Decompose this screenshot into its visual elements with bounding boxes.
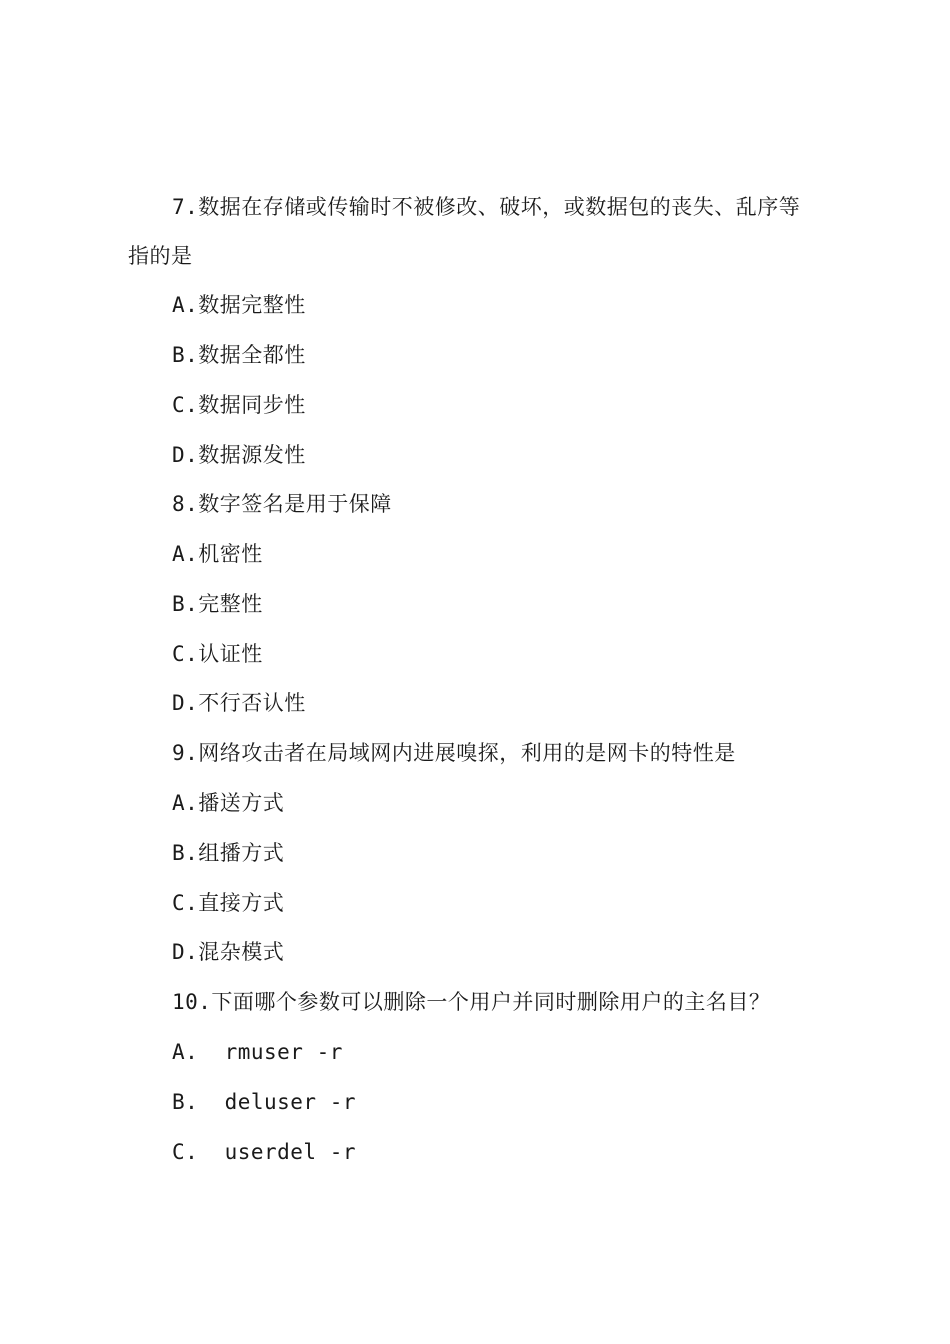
question-7-option-b: B.数据全都性 [172,343,306,367]
question-8-option-d: D.不行否认性 [172,691,306,715]
question-9-option-c: C.直接方式 [172,891,285,915]
question-8-option-b: B.完整性 [172,592,263,616]
question-7-option-c: C.数据同步性 [172,393,306,417]
question-8-stem: 8.数字签名是用于保障 [172,492,392,516]
question-10-option-a: A. rmuser -r [172,1040,343,1064]
question-8-option-c: C.认证性 [172,642,263,666]
question-9-option-d: D.混杂模式 [172,940,285,964]
question-7-option-d: D.数据源发性 [172,443,306,467]
question-7-stem-continued: 指的是 [128,244,193,268]
question-9-option-a: A.播送方式 [172,791,285,815]
question-8-option-a: A.机密性 [172,542,263,566]
question-10-option-c: C. userdel -r [172,1140,357,1164]
question-9-option-b: B.组播方式 [172,841,285,865]
question-10-stem: 10.下面哪个参数可以删除一个用户并同时删除用户的主名目？ [172,990,771,1014]
question-9-stem: 9.网络攻击者在局域网内进展嗅探，利用的是网卡的特性是 [172,741,736,765]
question-7-stem: 7.数据在存储或传输时不被修改、破坏，或数据包的丧失、乱序等 [172,195,801,219]
question-7-option-a: A.数据完整性 [172,293,306,317]
question-10-option-b: B. deluser -r [172,1090,357,1114]
